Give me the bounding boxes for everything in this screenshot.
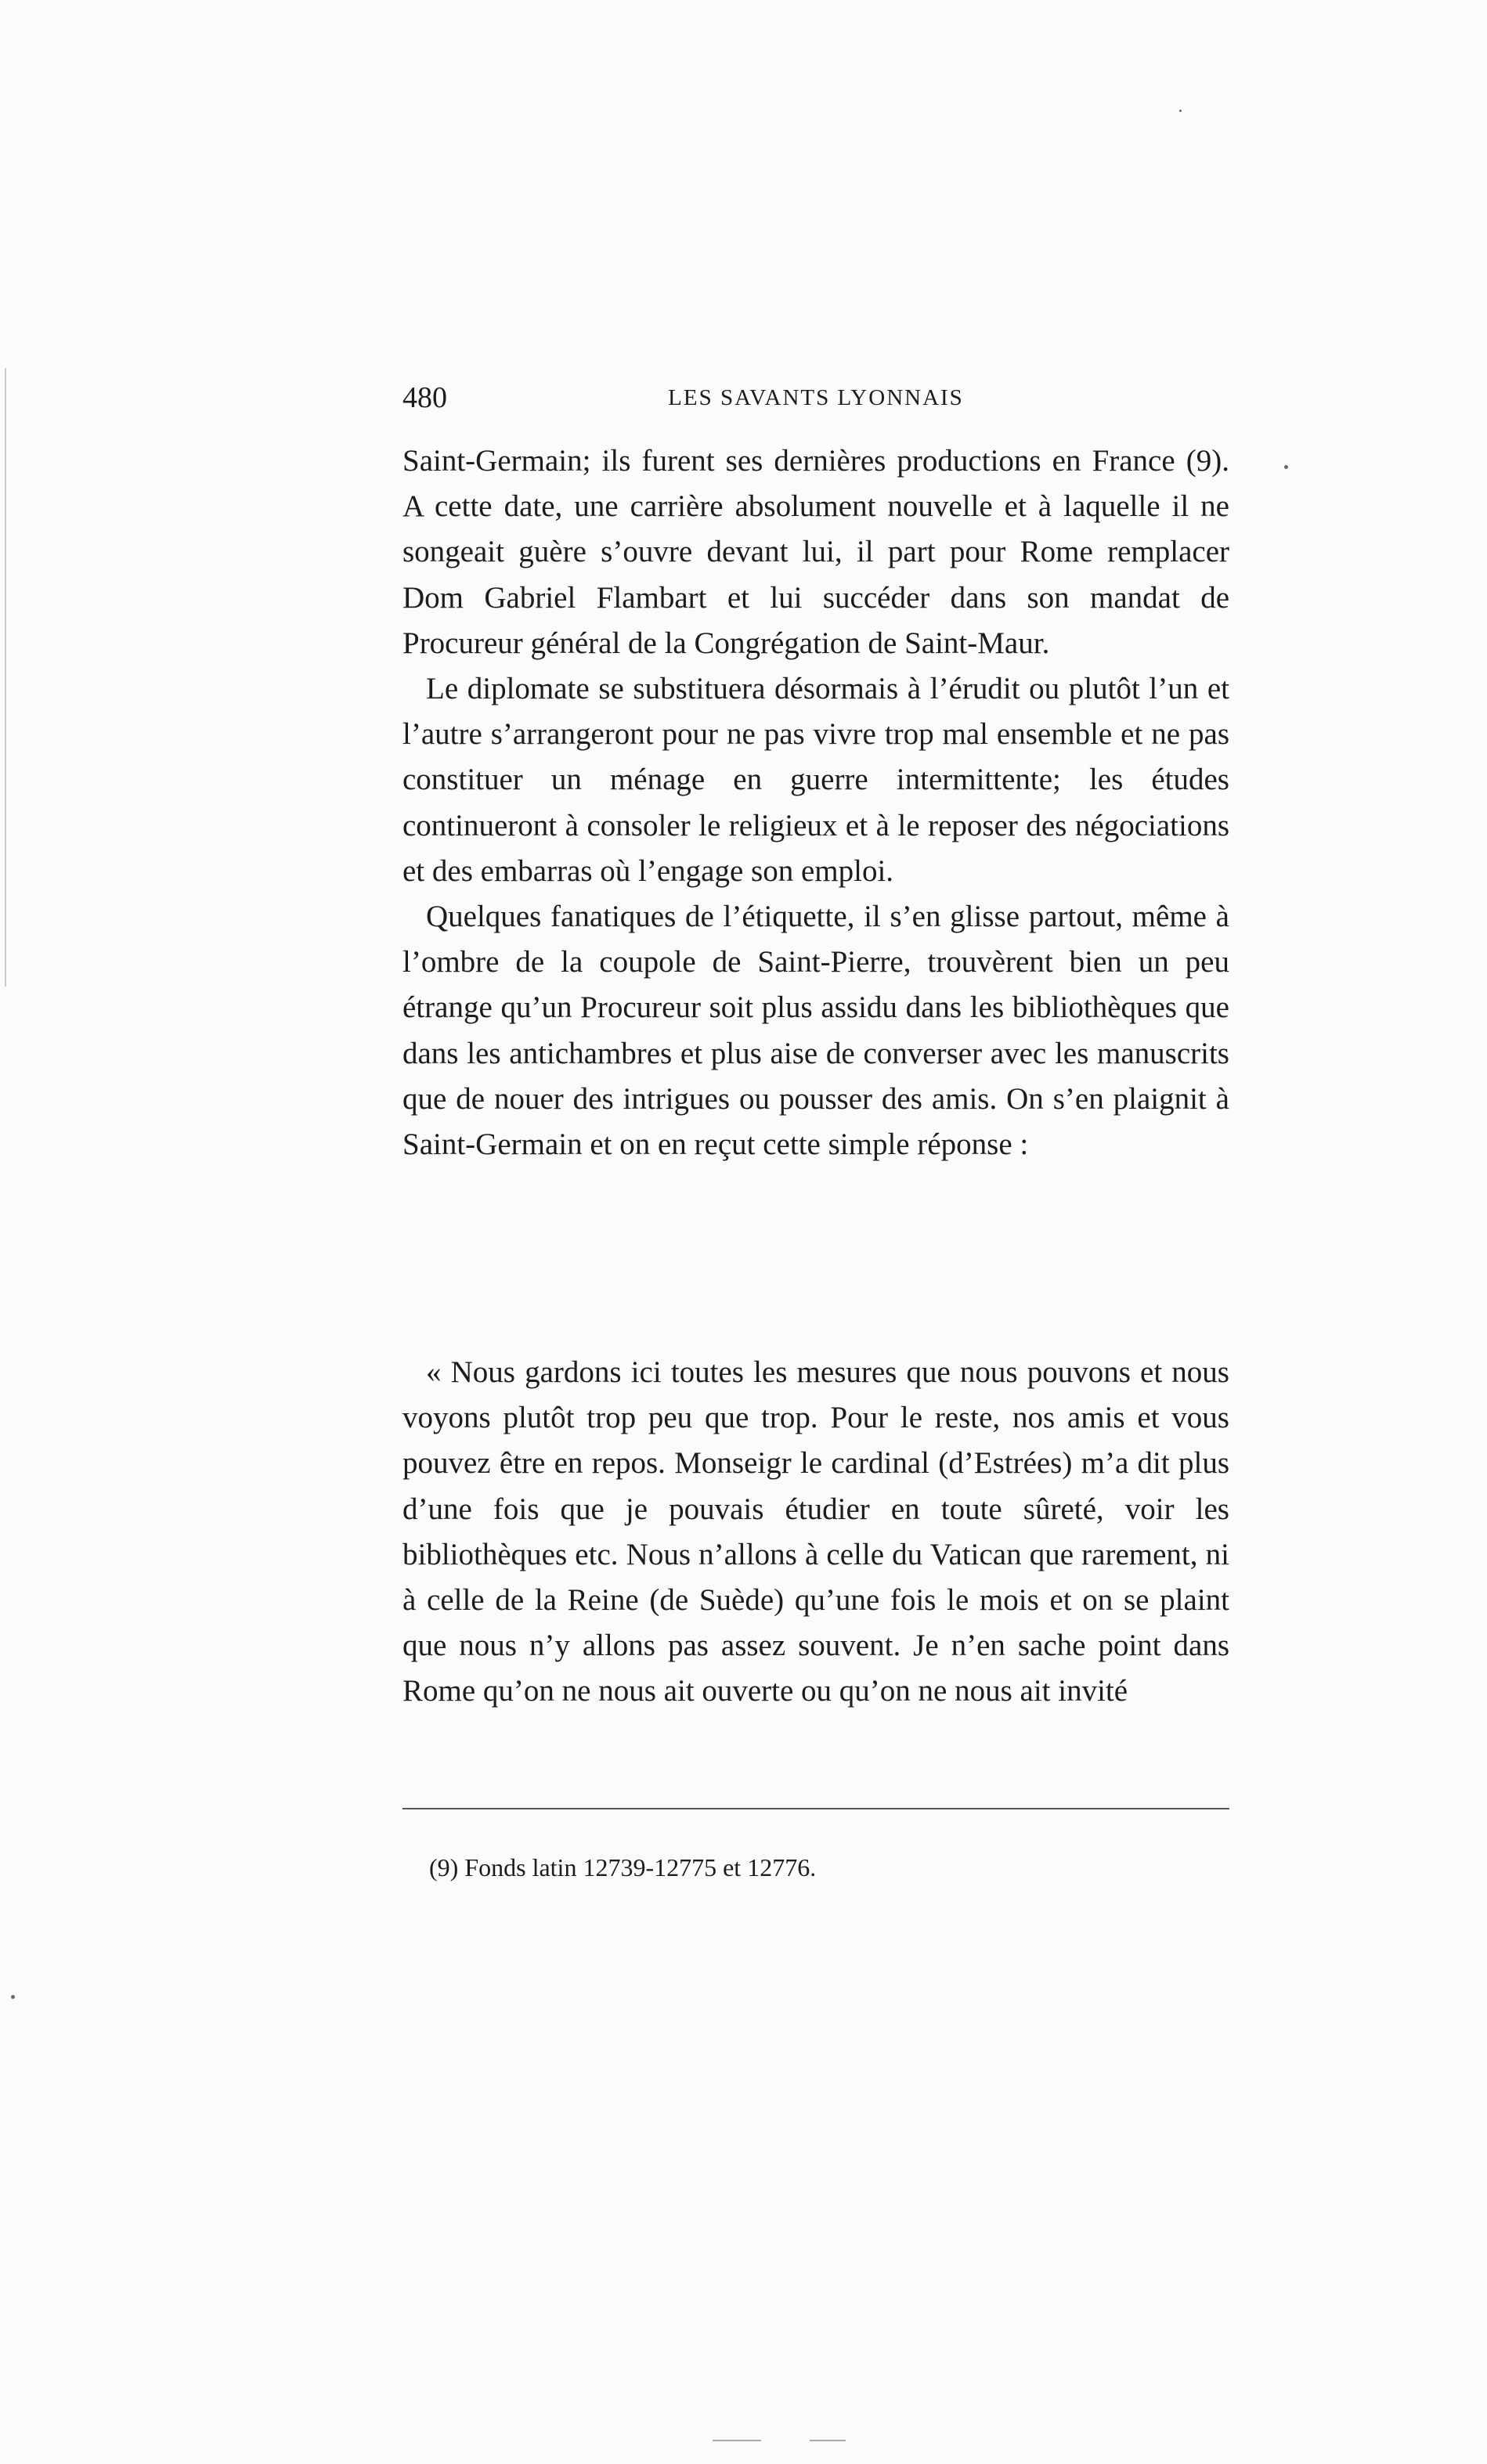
paragraph: Quelques fanatiques de l’étiquette, il s’en glisse partout, même à l’ombre de la coupole de Saint-Pierre, trouvèrent bien un peu étrange qu’un Procureur soit plus assidu dans les bibliothèques que dans les antichambres et plus aise de converser avec les manuscrits que de nouer des intrigues ou pousser des amis. On s’en plaignit à Saint-Germain et on en reçut cette simple réponse : [402, 900, 1229, 1162]
quote-paragraph: « Nous gardons ici toutes les mesures que nous pouvons et nous voyons plutôt trop peu que trop. Pour le reste, nos amis et vous pouvez être en repos. Monseigr le cardinal (d’Estrées) m’a dit plus d’une fois que je pouvais étudier en toute sûreté, voir les bibliothèques etc. Nous n’allons à celle du Vatican que rarement, ni à celle de la Reine (de Suède) qu’une fois le mois et on se plaint que nous n’y allons pas assez souvent. Je n’en sache point dans Rome qu’on ne nous ait ouverte ou qu’on ne nous ait invité [402, 1355, 1229, 1708]
running-title: LES SAVANTS LYONNAIS [668, 385, 964, 410]
footnote: (9) Fonds latin 12739-12775 et 12776. [429, 1853, 817, 1881]
page-number: 480 [402, 381, 447, 414]
scan-speck [1284, 465, 1288, 469]
main-text [402, 438, 1229, 1167]
scan-speck [1179, 110, 1182, 112]
scan-speck [11, 1995, 15, 1999]
scan-edge-line [5, 368, 6, 987]
scan-mark [713, 2440, 761, 2441]
paragraph: Saint-Germain; ils furent ses dernières productions en France (9). A cette date, une carrière absolument nouvelle et à laquelle il ne songeait guère s’ouvre devant lui, il part pour Rome remplacer Dom Gabriel Flambart et lui succéder dans son mandat de Procureur général de la Congrégation de Saint-Maur. [402, 444, 1229, 660]
paragraph: Le diplomate se substituera désormais à l’érudit ou plutôt l’un et l’autre s’arrangeront pour ne pas vivre trop mal ensemble et ne pas constituer un ménage en guerre intermittente; les études continueront à consoler le religieux et à le reposer des négociations et des embarras où l’engage son emploi. [402, 672, 1229, 888]
block-quote [402, 1350, 1229, 1715]
page-header [402, 374, 1229, 421]
footnote-separator [402, 1808, 1229, 1809]
scan-mark [810, 2440, 846, 2441]
